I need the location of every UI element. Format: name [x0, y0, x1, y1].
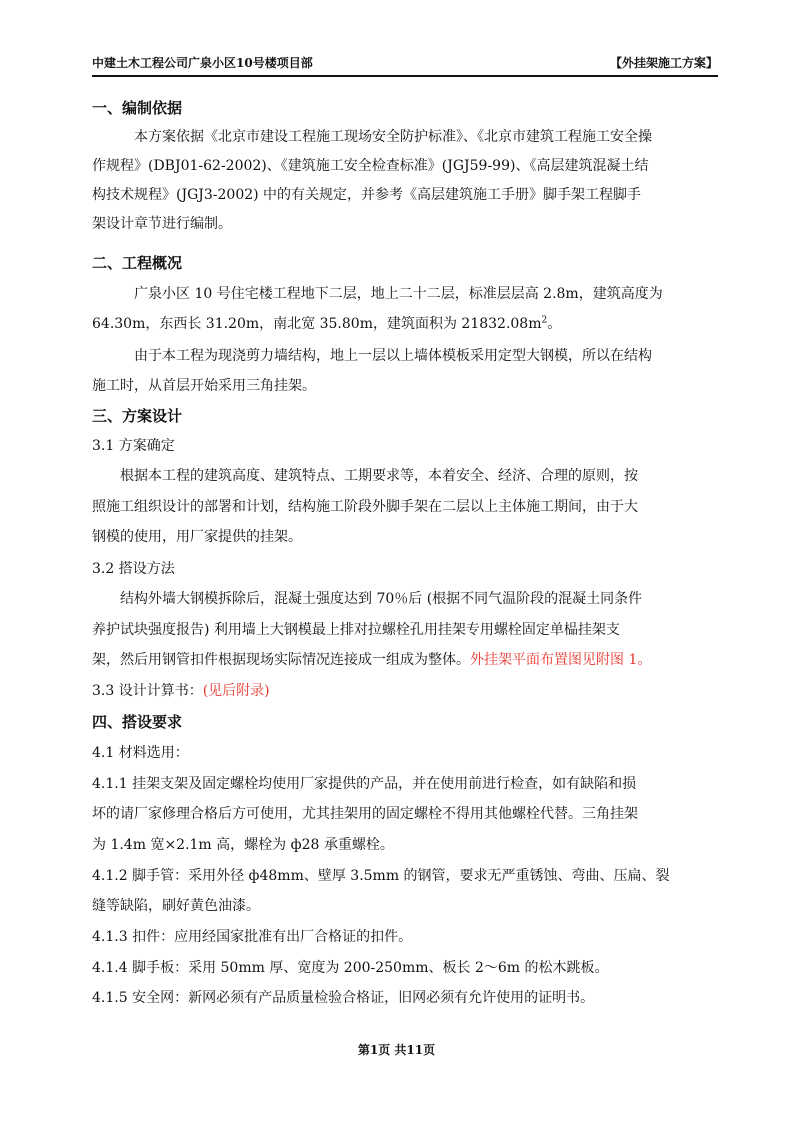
appendix-figure-reference: 外挂架平面布置图见附图 1。 [470, 652, 652, 668]
s2-area-superscript: 2 [541, 315, 548, 326]
section-2-title: 二、工程概况 [92, 254, 183, 272]
subsection-3-2-title: 3.2 搭设方法 [92, 561, 175, 577]
subsection-4-1-title: 4.1 材料选用： [92, 745, 189, 761]
s31-paragraph-line: 钢模的使用，用厂家提供的挂架。 [92, 529, 302, 545]
s413-paragraph-line: 4.1.3 扣件：应用经国家批准有出厂合格证的扣件。 [92, 929, 413, 945]
s1-paragraph-line: 构技术规程》(JGJ3-2002) 中的有关规定，并参考《高层建筑施工手册》脚手架工程脚手 [92, 187, 642, 203]
s2-area-text: 64.30m，东西长 31.20m，南北宽 35.80m，建筑面积为 21832.08m [92, 316, 542, 332]
section-4-title: 四、搭设要求 [92, 713, 183, 731]
subsection-3-3-title [92, 681, 270, 701]
s414-paragraph-line: 4.1.4 脚手板：采用 50mm 厚、宽度为 200-250mm、板长 2～6m 的松木跳板。 [92, 960, 609, 976]
s2-paragraph-line [92, 314, 561, 334]
s2-area-end: 。 [547, 316, 562, 332]
s411-paragraph-line: 为 1.4m 宽×2.1m 高，螺栓为 ф28 承重螺栓。 [92, 837, 394, 853]
s411-paragraph-line: 4.1.1 挂架支架及固定螺栓均使用厂家提供的产品，并在使用前进行检查，如有缺陷和损 [92, 776, 637, 792]
s1-paragraph-line: 作规程》(DBJ01-62-2002)、《建筑施工安全检查标准》(JGJ59-99)、《高层建筑混凝土结 [92, 158, 649, 174]
s2-paragraph-line: 由于本工程为现浇剪力墙结构，地上一层以上墙体模板采用定型大钢模，所以在结构 [134, 348, 652, 364]
s31-paragraph-line: 照施工组织设计的部署和计划，结构施工阶段外脚手架在二层以上主体施工期间，由于大 [92, 499, 638, 515]
s2-paragraph-line: 施工时，从首层开始采用三角挂架。 [92, 378, 316, 394]
page-header [92, 52, 718, 74]
header-project-name: 中建土木工程公司广泉小区10号楼项目部 [92, 56, 313, 70]
s412-paragraph-line: 4.1.2 脚手管：采用外径 ф48mm、壁厚 3.5mm 的钢管，要求无严重锈蚀、弯曲、压扁、裂 [92, 868, 670, 884]
s411-paragraph-line: 坏的请厂家修理合格后方可使用，尤其挂架用的固定螺栓不得用其他螺栓代替。三角挂架 [92, 806, 638, 822]
s32-paragraph-line: 养护试块强度报告) 利用墙上大钢模最上排对拉螺栓孔用挂架专用螺栓固定单榀挂架支 [92, 622, 620, 638]
page-footer: 第1页 共11页 [357, 1043, 436, 1057]
section-1-title: 一、编制依据 [92, 99, 183, 117]
section-3-title: 三、方案设计 [92, 407, 183, 425]
s412-paragraph-line: 缝等缺陷，刷好黄色油漆。 [92, 898, 260, 914]
s1-paragraph-line: 本方案依据《北京市建设工程施工现场安全防护标准》、《北京市建筑工程施工安全操 [134, 129, 652, 145]
appendix-reference: (见后附录) [202, 683, 270, 699]
s415-paragraph-line: 4.1.5 安全网：新网必须有产品质量检验合格证，旧网必须有允许使用的证明书。 [92, 990, 595, 1006]
header-rule [92, 75, 718, 77]
subsection-3-1-title: 3.1 方案确定 [92, 438, 175, 454]
s32-text: 架，然后用钢管扣件根据现场实际情况连接成一组成为整体。 [92, 652, 470, 668]
s31-paragraph-line: 根据本工程的建筑高度、建筑特点、工期要求等，本着安全、经济、合理的原则，按 [120, 468, 638, 484]
header-doc-title: 【外挂架施工方案】 [609, 56, 718, 70]
s33-label: 3.3 设计计算书： [92, 683, 203, 699]
s1-paragraph-line: 架设计章节进行编制。 [92, 216, 232, 232]
s32-paragraph-line [92, 650, 651, 670]
s32-paragraph-line: 结构外墙大钢模拆除后，混凝土强度达到 70％后 (根据不同气温阶段的混凝土同条件 [120, 591, 643, 607]
s2-paragraph-line: 广泉小区 10 号住宅楼工程地下二层，地上二十二层，标准层层高 2.8m，建筑高度为 [134, 286, 663, 302]
